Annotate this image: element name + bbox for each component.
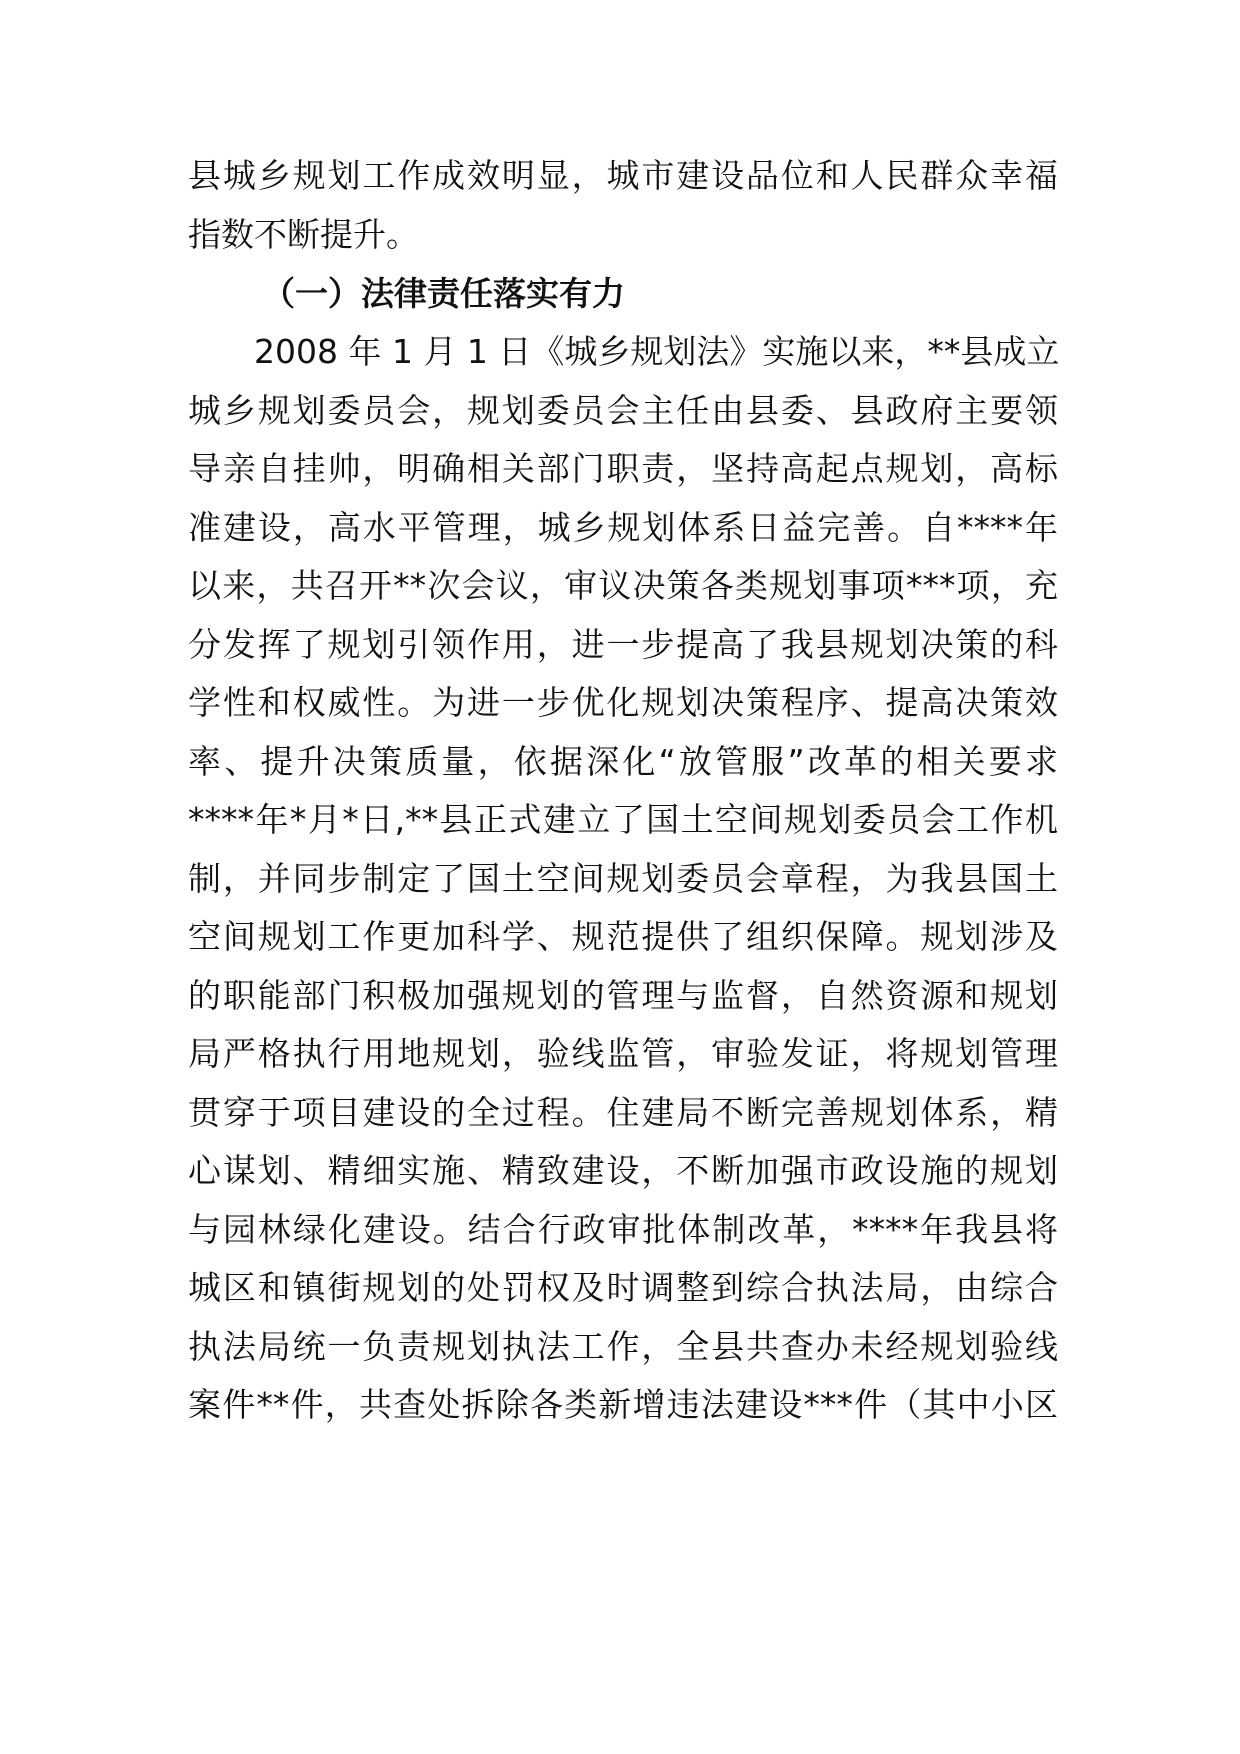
paragraph-line-9: ****年*月*日,**县正式建立了国土空间规划委员会工作机 — [188, 800, 1058, 839]
paragraph-line-5: 以来，共召开**次会议，审议决策各类规划事项***项，充 — [188, 566, 1058, 605]
paragraph-line-2: 城乡规划委员会，规划委员会主任由县委、县政府主要领 — [188, 391, 1058, 430]
section-heading: （一）法律责任落实有力 — [262, 274, 625, 313]
paragraph-line-3: 导亲自挂帅，明确相关部门职责，坚持高起点规划，高标 — [188, 449, 1058, 488]
intro-line-1: 县城乡规划工作成效明显，城市建设品位和人民群众幸福 — [188, 156, 1058, 195]
paragraph-line-19: 案件**件，共查处拆除各类新增违法建设***件（其中小区 — [188, 1385, 1058, 1424]
paragraph-line-14: 贯穿于项目建设的全过程。住建局不断完善规划体系，精 — [188, 1093, 1058, 1132]
paragraph-line-17: 城区和镇街规划的处罚权及时调整到综合执法局，由综合 — [188, 1268, 1058, 1307]
paragraph-line-10: 制，并同步制定了国土空间规划委员会章程，为我县国土 — [188, 859, 1058, 898]
paragraph-line-15: 心谋划、精细实施、精致建设，不断加强市政设施的规划 — [188, 1151, 1058, 1190]
paragraph-line-1: 2008 年 1 月 1 日《城乡规划法》实施以来，**县成立 — [254, 332, 1060, 371]
paragraph-line-4: 准建设，高水平管理，城乡规划体系日益完善。自****年 — [188, 508, 1058, 547]
paragraph-line-7: 学性和权威性。为进一步优化规划决策程序、提高决策效 — [188, 683, 1058, 722]
paragraph-line-11: 空间规划工作更加科学、规范提供了组织保障。规划涉及 — [188, 917, 1058, 956]
paragraph-line-12: 的职能部门积极加强规划的管理与监督，自然资源和规划 — [188, 976, 1058, 1015]
paragraph-line-16: 与园林绿化建设。结合行政审批体制改革，****年我县将 — [188, 1210, 1058, 1249]
intro-line-2: 指数不断提升。 — [188, 215, 419, 254]
paragraph-line-13: 局严格执行用地规划，验线监管，审验发证，将规划管理 — [188, 1034, 1058, 1073]
paragraph-line-8: 率、提升决策质量，依据深化“放管服”改革的相关要求 — [188, 742, 1058, 781]
paragraph-line-6: 分发挥了规划引领作用，进一步提高了我县规划决策的科 — [188, 625, 1058, 664]
paragraph-line-18: 执法局统一负责规划执法工作，全县共查办未经规划验线 — [188, 1327, 1058, 1366]
